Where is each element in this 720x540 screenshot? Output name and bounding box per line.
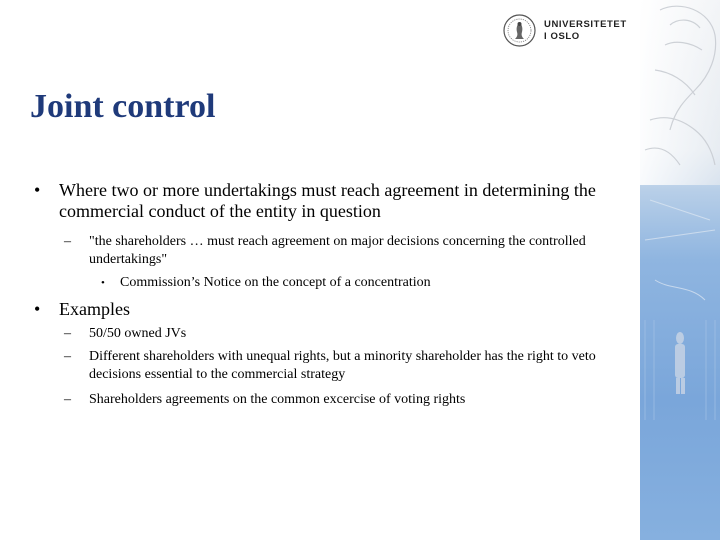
- sub-bullet-text: "the shareholders … must reach agreement on major decisions concerning the controlled undertakings": [89, 234, 586, 267]
- dash-marker: –: [64, 349, 71, 364]
- bullet-marker: •: [34, 180, 41, 200]
- university-logo: [503, 14, 633, 50]
- dash-marker: –: [64, 234, 71, 249]
- dash-marker: –: [64, 392, 71, 407]
- bullet-marker: •: [34, 299, 41, 319]
- bullet-text: Examples: [59, 299, 130, 319]
- decorative-side-panel: [640, 0, 720, 540]
- sub-bullet-text: Shareholders agreements on the common excercise of voting rights: [89, 392, 466, 407]
- page-title: Joint control: [30, 88, 216, 125]
- statue-decoration-icon: [640, 0, 720, 540]
- sub-sub-bullet-text: Commission’s Notice on the concept of a concentration: [120, 275, 431, 290]
- sub-bullet-text: Different shareholders with unequal rights, but a minority shareholder has the right to veto decisions essential to the commercial strategy: [89, 349, 596, 382]
- bullet-marker: •: [101, 277, 105, 289]
- logo-line-2: I OSLO: [544, 31, 580, 42]
- dash-marker: –: [64, 326, 71, 341]
- university-seal-icon: [503, 14, 536, 47]
- bullet-text: Where two or more undertakings must reach agreement in determining the commercial conduct of the entity in question: [59, 180, 596, 221]
- logo-line-1: UNIVERSITETET: [544, 19, 627, 30]
- sub-bullet-text: 50/50 owned JVs: [89, 326, 187, 341]
